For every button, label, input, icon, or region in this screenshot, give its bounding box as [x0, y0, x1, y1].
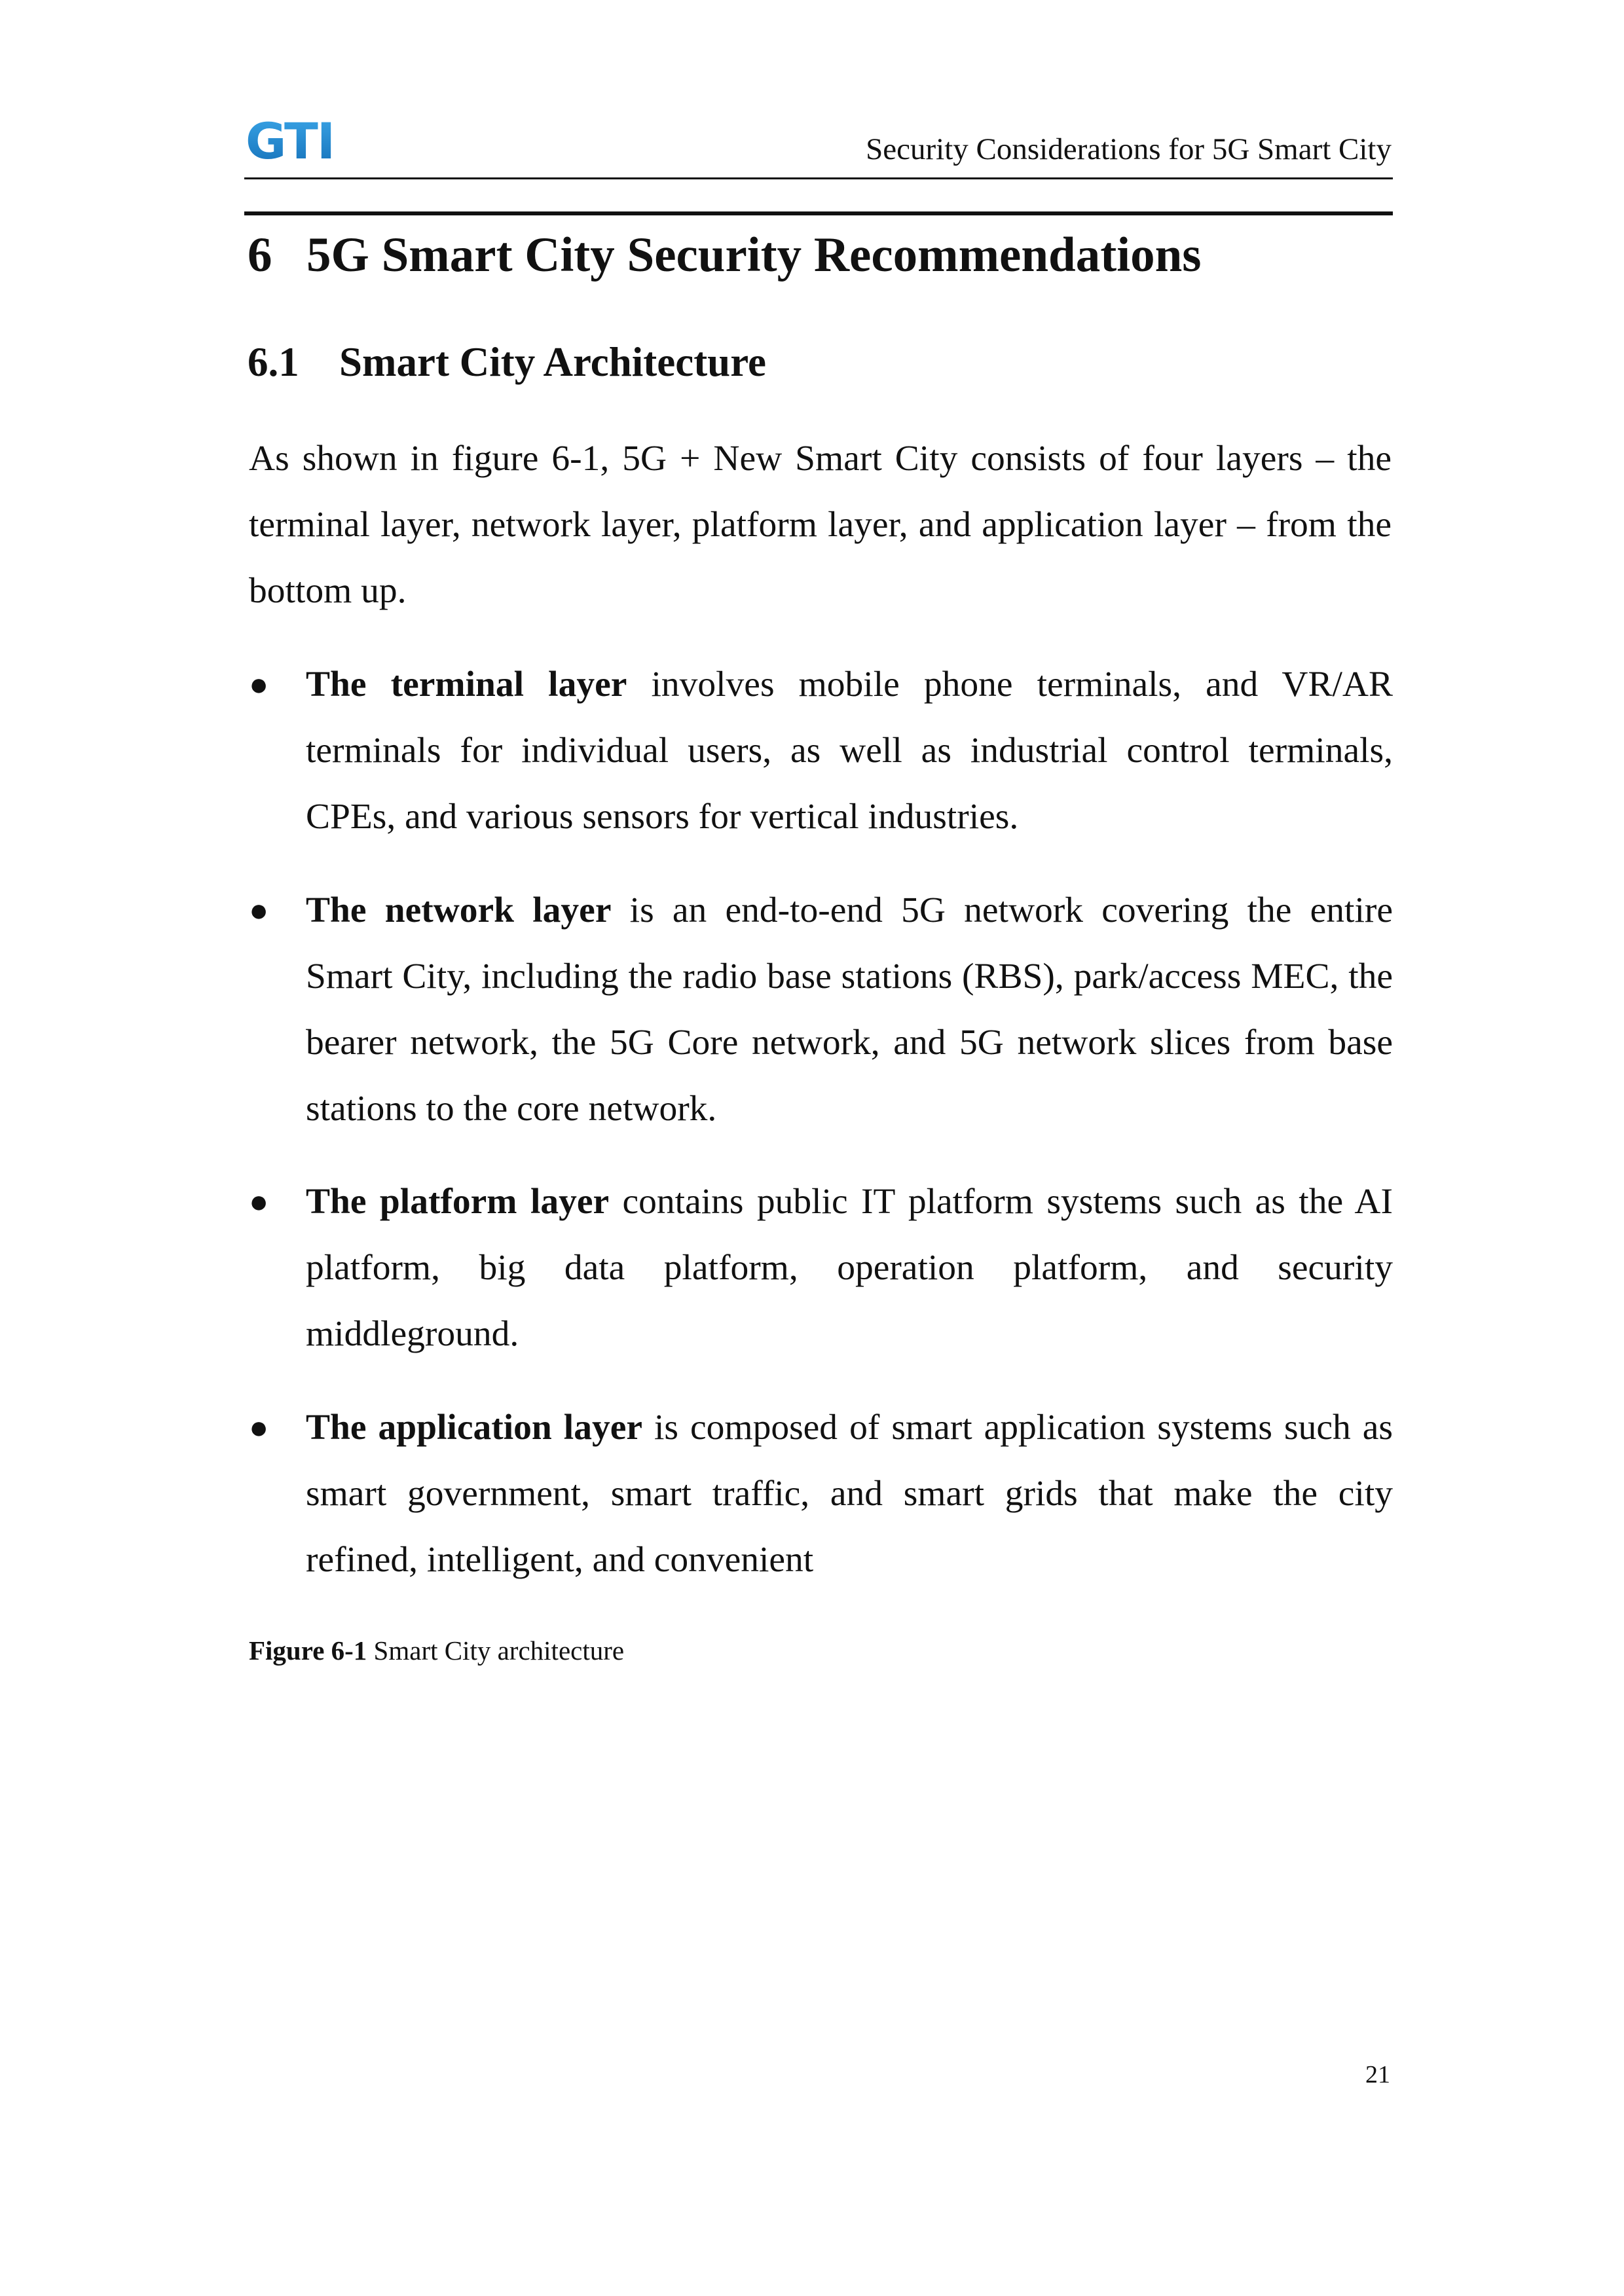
section-number: 6 [248, 228, 272, 282]
section-rule [244, 211, 1393, 215]
bullet-body: is composed of smart application systems such as smart government, smart traffic, and smart grids that make the city refined, intelligent, and convenient [306, 1408, 1393, 1580]
subsection-title: Smart City Architecture [339, 339, 766, 385]
bullet-icon: ● [249, 666, 269, 702]
figure-caption-text: Smart City architecture [367, 1635, 625, 1666]
bullet-lead: The network layer [306, 890, 612, 930]
figure-caption-label: Figure 6-1 [249, 1635, 367, 1666]
subsection-number: 6.1 [248, 339, 299, 385]
svg-text:GTI: GTI [246, 117, 335, 164]
intro-paragraph: As shown in figure 6-1, 5G + New Smart City consists of four layers – the terminal layer, network layer, platform layer, and application layer – from the bottom up. [249, 439, 1392, 611]
section-heading [248, 223, 1201, 288]
bullet-body: is an end-to-end 5G network covering the entire Smart City, including the radio base stations (RBS), park/access MEC, the bearer network, the 5G Core network, and 5G network slices from base stations to the core network. [306, 890, 1393, 1129]
running-header-title: Security Considerations for 5G Smart City [866, 132, 1392, 166]
subsection-heading [248, 333, 766, 392]
gti-logo [246, 117, 350, 164]
bullet-lead: The terminal layer [306, 665, 627, 704]
bullet-lead: The application layer [306, 1408, 642, 1448]
bullet-body: involves mobile phone terminals, and VR/AR terminals for individual users, as well as industrial control terminals, CPEs, and various sensors for vertical industries. [306, 665, 1393, 837]
page-number: 21 [1365, 2061, 1390, 2088]
header-rule [244, 177, 1393, 179]
figure-caption [249, 1632, 624, 1669]
bullet-lead: The platform layer [306, 1182, 610, 1222]
bullet-body: contains public IT platform systems such as the AI platform, big data platform, operation platform, and security middleground. [306, 1182, 1393, 1354]
bullet-icon: ● [249, 892, 269, 928]
section-title: 5G Smart City Security Recommendations [306, 228, 1202, 282]
bullet-icon: ● [249, 1409, 269, 1446]
bullet-icon: ● [249, 1183, 269, 1220]
